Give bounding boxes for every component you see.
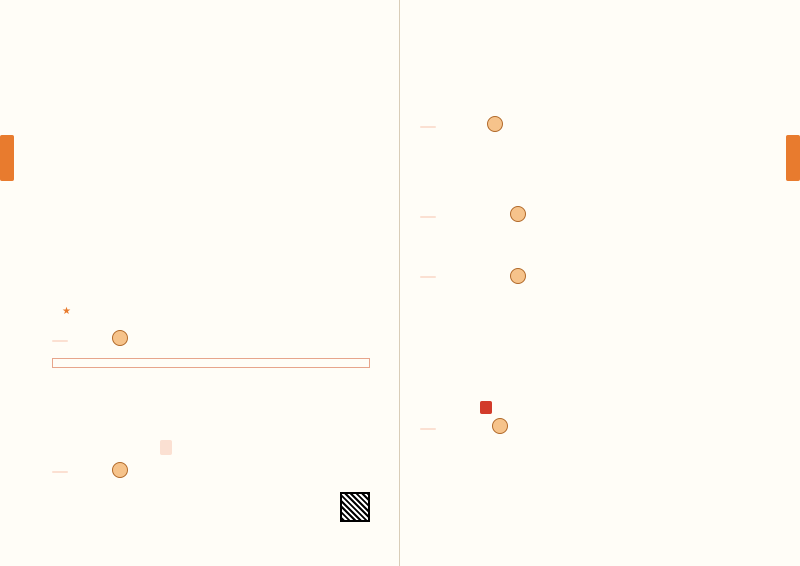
section-5-title [52, 463, 68, 476]
star-icon: ★ [62, 306, 71, 317]
section-9-title [420, 420, 440, 433]
example-sentence [432, 160, 772, 192]
unit-side-tab [0, 135, 14, 181]
section-4-title [52, 332, 68, 345]
qr-code-icon[interactable] [340, 492, 370, 522]
pair-words [62, 306, 73, 317]
section-6-title [420, 118, 440, 131]
right-page [400, 0, 800, 566]
mascot-icon [487, 116, 503, 132]
kd2-heading [160, 441, 176, 454]
similar-chars-box [52, 358, 370, 368]
mascot-icon [492, 418, 508, 434]
unit-side-tab [786, 135, 800, 181]
mascot-icon [510, 206, 526, 222]
mascot-icon [112, 330, 128, 346]
left-footer [36, 547, 44, 560]
section-7-title [420, 208, 440, 221]
mascot-icon [112, 462, 128, 478]
mascot-icon [510, 268, 526, 284]
right-footer [660, 547, 668, 560]
section-8-title [420, 268, 440, 281]
kd3-heading [480, 399, 498, 413]
